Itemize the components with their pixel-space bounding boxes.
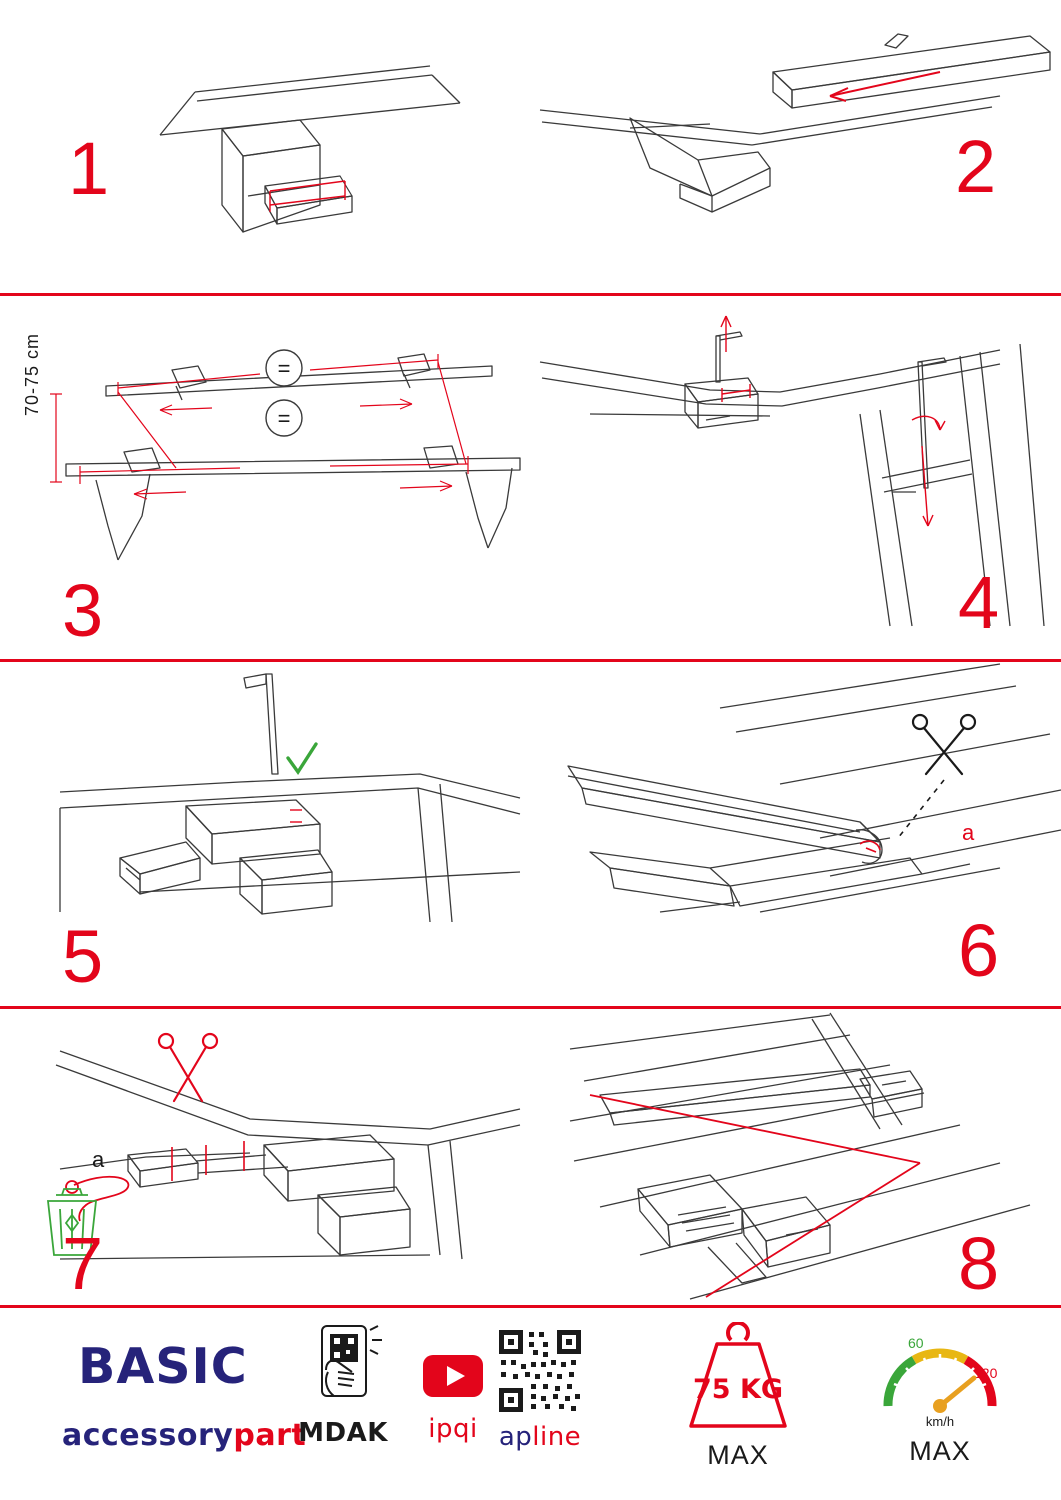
panel-step-6: [530, 662, 1061, 1006]
divider-4: [0, 1305, 1061, 1308]
footer: [0, 1310, 1061, 1500]
max-speed-block: [850, 1320, 1030, 1467]
qr-code-icon: [497, 1328, 583, 1414]
step-4-number: 4: [958, 561, 1000, 644]
logo-apline[interactable]: [470, 1328, 610, 1452]
check-icon: [288, 744, 316, 772]
brand-part-text: part: [233, 1418, 307, 1453]
scissors-icon: [913, 715, 975, 774]
step-6-cut-label: a: [962, 820, 975, 845]
logo-apline-caption: apline: [498, 1422, 582, 1452]
step-6-number: 6: [958, 909, 1000, 992]
equal-badge-bottom: [266, 400, 302, 436]
speedometer-icon: [870, 1320, 1010, 1434]
brand-accessory-text: accessory: [62, 1418, 234, 1453]
panel-step-4: [530, 296, 1061, 659]
step-1-number: 1: [68, 127, 110, 210]
logo-ipqi-caption: ipqi: [428, 1414, 478, 1444]
panel-step-7: [0, 1009, 530, 1305]
scissors-icon: [159, 1034, 217, 1101]
step-7-cut-label: a: [92, 1147, 105, 1172]
panel-step-1: [0, 0, 530, 293]
svg-text:=: =: [277, 406, 291, 431]
step-3-measurement-label: 70-75 cm: [22, 332, 42, 416]
equal-badge-top: [266, 350, 302, 386]
step-8-number: 8: [958, 1222, 1000, 1305]
step-3-number: 3: [62, 569, 104, 652]
brand-basic-wordmark: BASIC: [78, 1338, 248, 1395]
speed-tick-60: 60: [908, 1335, 924, 1351]
step-5-number: 5: [62, 915, 104, 998]
speed-unit-label: km/h: [925, 1414, 955, 1429]
logo-mdak[interactable]: [288, 1324, 398, 1448]
panel-step-5: [0, 662, 530, 1006]
panel-step-3: [0, 296, 530, 659]
step-2-number: 2: [955, 125, 997, 208]
max-load-block: [648, 1322, 828, 1471]
brand-accessorypart-wordmark: [62, 1418, 306, 1453]
weight-icon: [673, 1322, 803, 1434]
max-load-value: 75 KG: [692, 1374, 784, 1405]
svg-text:=: =: [277, 356, 291, 381]
max-speed-caption: MAX: [909, 1436, 971, 1466]
speed-tick-120: 120: [974, 1365, 998, 1381]
step-7-number: 7: [62, 1222, 104, 1305]
panel-step-8: [530, 1009, 1061, 1305]
panel-step-2: [530, 0, 1061, 293]
qr-phone-icon: [300, 1324, 386, 1412]
logo-mdak-caption: MDAK: [298, 1418, 388, 1448]
max-load-caption: MAX: [707, 1440, 769, 1470]
